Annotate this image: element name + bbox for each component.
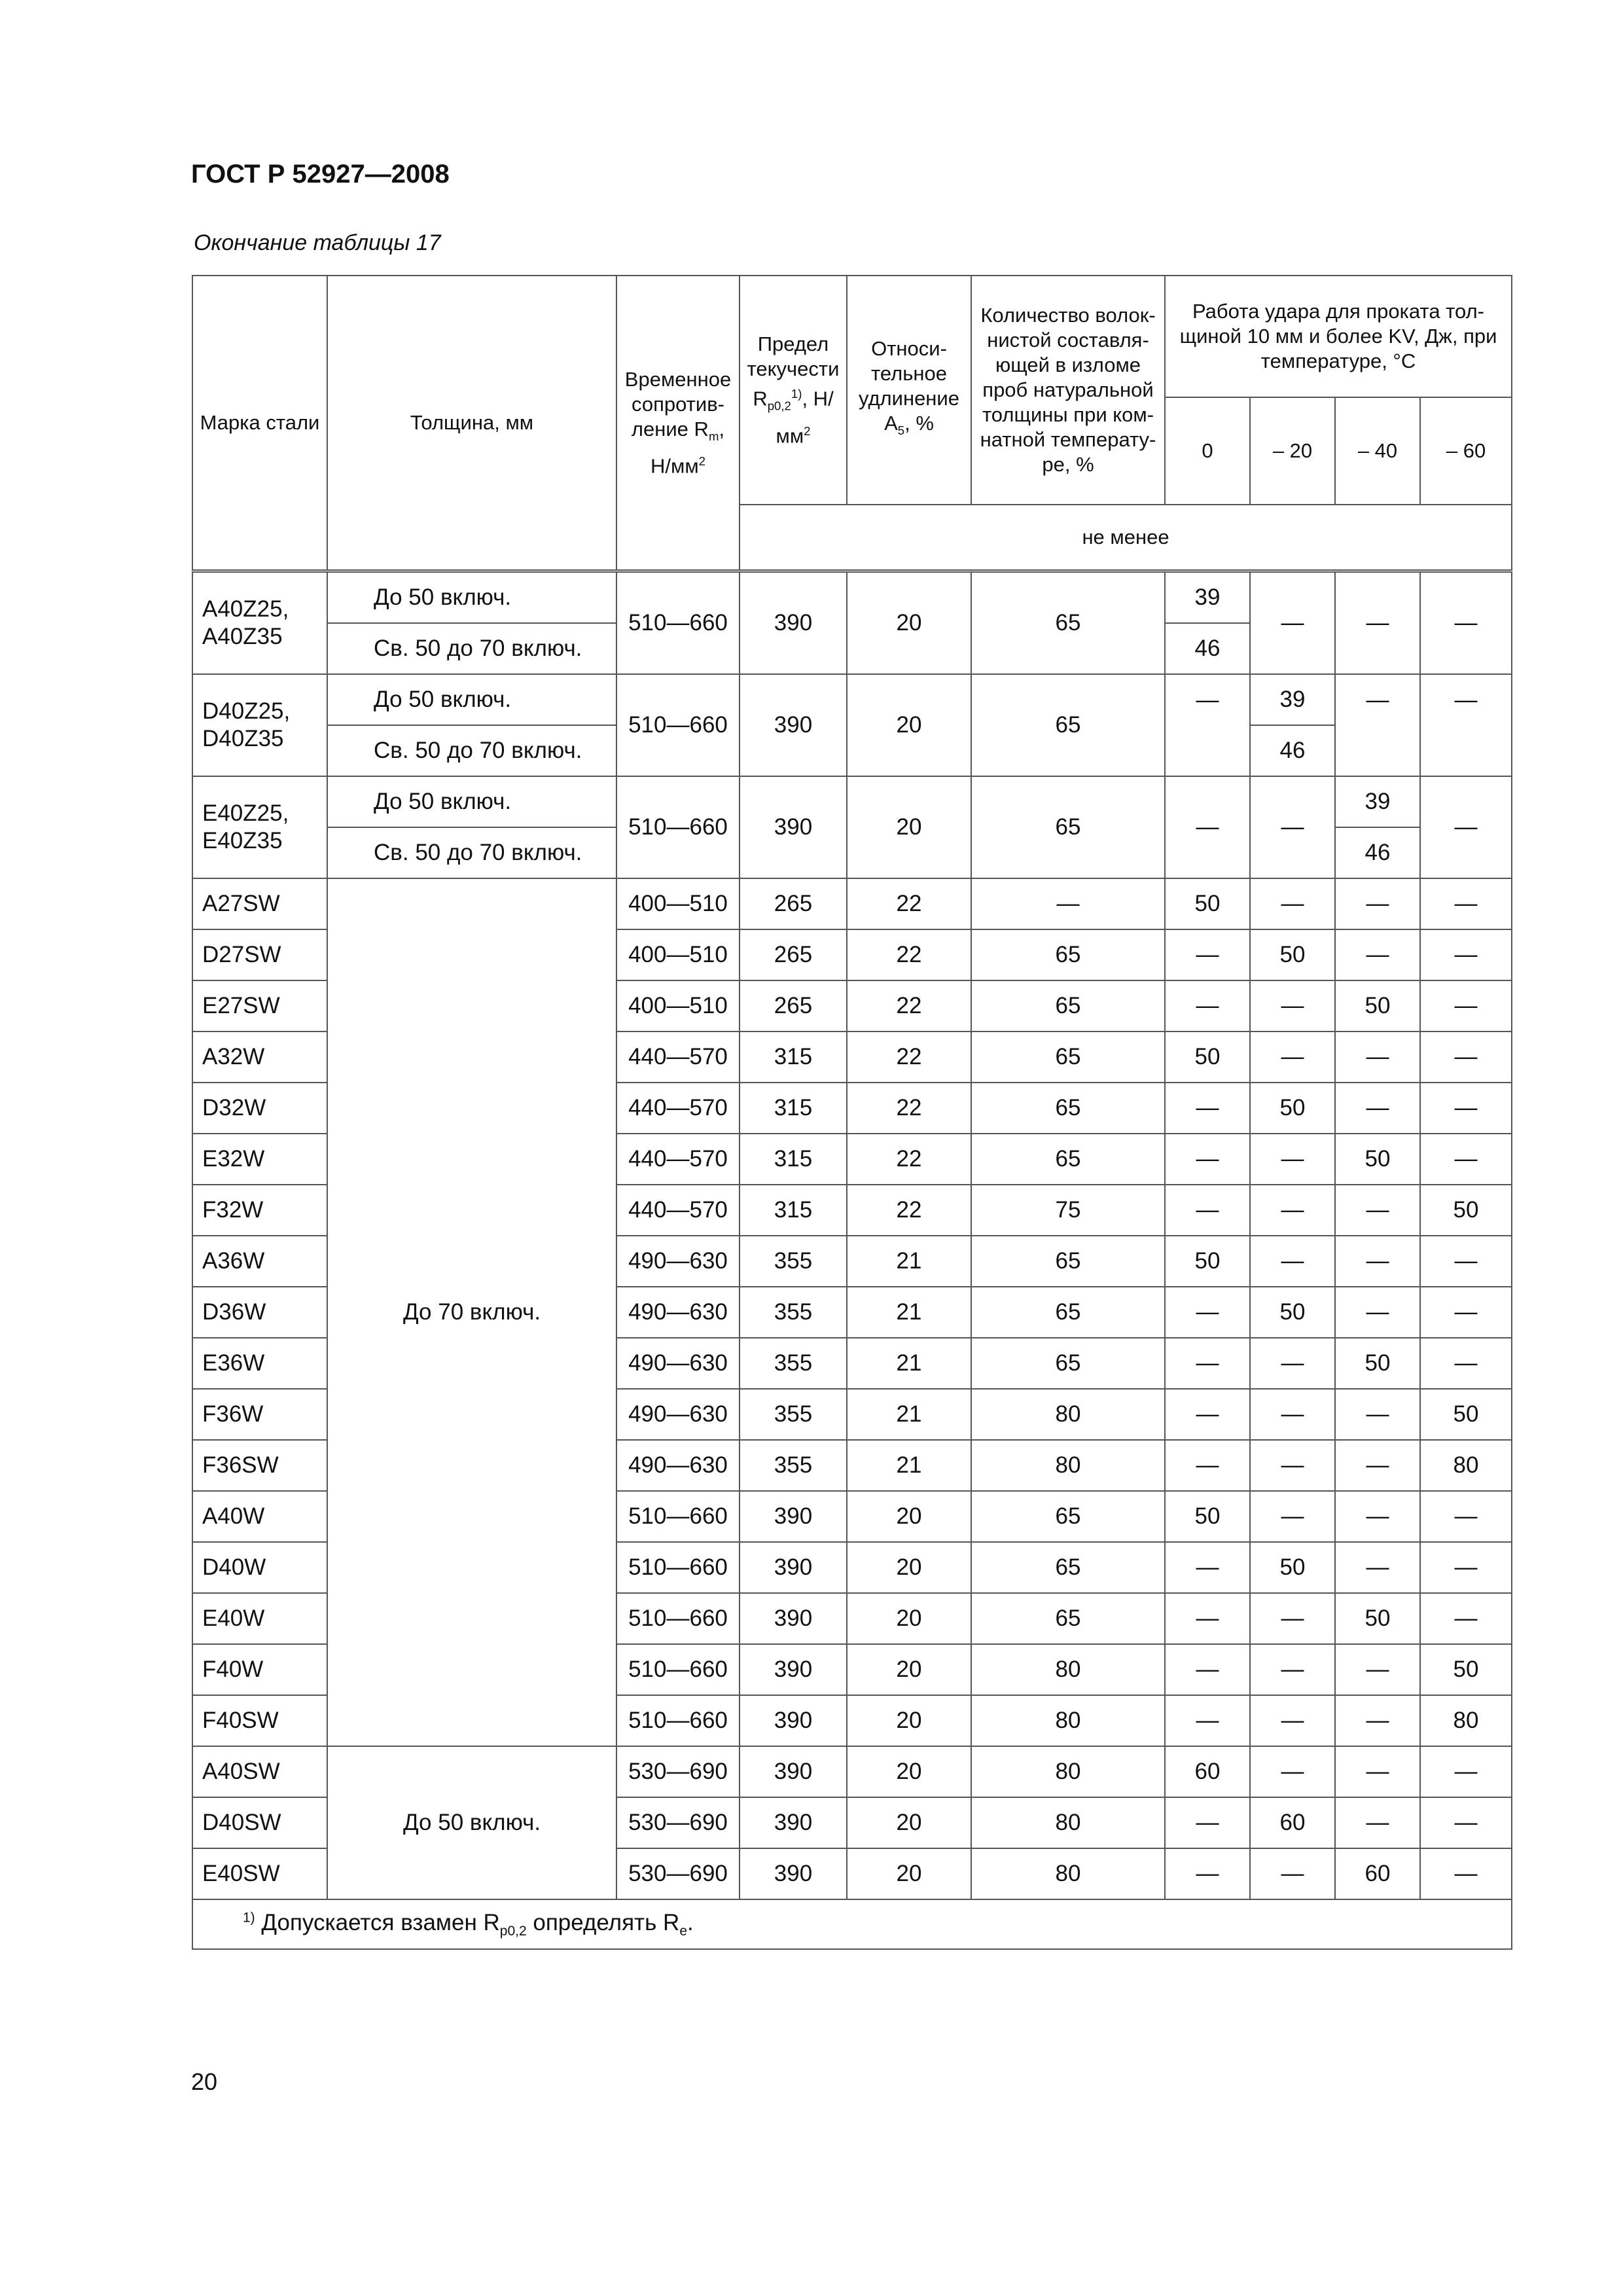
kv20-cell: — [1250, 980, 1335, 1031]
kv0-cell: — [1165, 1542, 1250, 1593]
kv60-cell: — [1420, 1848, 1512, 1899]
kv20-cell: — [1250, 1236, 1335, 1287]
fiber-cell: 65 [971, 571, 1165, 675]
yield-cell: 355 [740, 1440, 847, 1491]
yield-cell: 390 [740, 1491, 847, 1542]
header-grade: Марка стали [192, 276, 327, 571]
tensile-cell: 530—690 [616, 1848, 740, 1899]
kv0-cell: — [1165, 1185, 1250, 1236]
kv0-cell: — [1165, 1797, 1250, 1848]
yield-cell: 390 [740, 674, 847, 776]
grade-cell: D40Z25, D40Z35 [192, 674, 327, 776]
kv60-cell: — [1420, 1491, 1512, 1542]
kv40-cell: — [1335, 1031, 1420, 1083]
kv60-cell: 50 [1420, 1185, 1512, 1236]
kv40-cell: — [1335, 1236, 1420, 1287]
yield-cell: 390 [740, 776, 847, 878]
kv40-cell: — [1335, 1083, 1420, 1134]
header-fiber: Количество волок- нистой составля- ющей в изломе проб натуральной толщины при ком- натной температу- ре, % [971, 276, 1165, 505]
kv0-cell: — [1165, 1134, 1250, 1185]
header-min: не менее [740, 505, 1512, 571]
header-temp-20: – 20 [1250, 397, 1335, 505]
header-elongation: Относи- тельное удлинение $A_5$, % [847, 276, 971, 505]
kv0-empty [1165, 725, 1250, 776]
yield-cell: 390 [740, 1797, 847, 1848]
yield-cell: 390 [740, 571, 847, 675]
yield-cell: 390 [740, 1848, 847, 1899]
tensile-cell: 530—690 [616, 1746, 740, 1797]
kv60-empty [1420, 725, 1512, 776]
yield-cell: 355 [740, 1338, 847, 1389]
elongation-cell: 22 [847, 980, 971, 1031]
kv0-cell: — [1165, 1389, 1250, 1440]
fiber-cell: 65 [971, 1287, 1165, 1338]
kv60-cell: — [1420, 1746, 1512, 1797]
yield-cell: 355 [740, 1287, 847, 1338]
elongation-cell: 22 [847, 1134, 971, 1185]
kv60-cell: — [1420, 776, 1512, 878]
table-row [192, 878, 1512, 929]
kv40-cell: — [1335, 1389, 1420, 1440]
kv20-cell: — [1250, 1746, 1335, 1797]
kv0-cell: — [1165, 1695, 1250, 1746]
header-thickness: Толщина, мм [327, 276, 616, 571]
kv40-cell: 46 [1335, 827, 1420, 878]
kv0-cell: 39 [1165, 571, 1250, 624]
yield-cell: 315 [740, 1083, 847, 1134]
header-yield: Предел текучести $R_{p0,2}^{1)}$, $Н/мм^2$ [740, 276, 847, 505]
grade-cell: E32W [192, 1134, 327, 1185]
thickness-cell: До 50 включ. [327, 674, 616, 725]
tensile-cell: 440—570 [616, 1185, 740, 1236]
fiber-cell: 80 [971, 1644, 1165, 1695]
kv60-cell: — [1420, 878, 1512, 929]
fiber-cell: 65 [971, 1031, 1165, 1083]
kv40-cell: 60 [1335, 1848, 1420, 1899]
kv20-cell: 50 [1250, 1287, 1335, 1338]
header-temp-40: – 40 [1335, 397, 1420, 505]
yield-cell: 265 [740, 980, 847, 1031]
tensile-cell: 510—660 [616, 776, 740, 878]
fiber-cell: 65 [971, 1134, 1165, 1185]
kv20-cell: — [1250, 1338, 1335, 1389]
tensile-cell: 490—630 [616, 1389, 740, 1440]
grade-cell: F32W [192, 1185, 327, 1236]
kv40-cell: — [1335, 1287, 1420, 1338]
grade-cell: E36W [192, 1338, 327, 1389]
kv20-cell: — [1250, 878, 1335, 929]
yield-cell: 315 [740, 1031, 847, 1083]
kv20-cell: 39 [1250, 674, 1335, 725]
tensile-cell: 510—660 [616, 571, 740, 675]
thickness-cell: До 50 включ. [327, 571, 616, 624]
fiber-cell: 80 [971, 1848, 1165, 1899]
elongation-cell: 20 [847, 1695, 971, 1746]
kv40-cell: — [1335, 1797, 1420, 1848]
tensile-cell: 510—660 [616, 1491, 740, 1542]
kv0-cell: — [1165, 1440, 1250, 1491]
kv60-cell: — [1420, 1287, 1512, 1338]
grade-cell: A40SW [192, 1746, 327, 1797]
grade-cell: E27SW [192, 980, 327, 1031]
yield-cell: 355 [740, 1236, 847, 1287]
elongation-cell: 21 [847, 1389, 971, 1440]
kv0-cell: — [1165, 929, 1250, 980]
table-caption: Окончание таблицы 17 [194, 230, 441, 255]
elongation-cell: 22 [847, 1083, 971, 1134]
fiber-cell: 65 [971, 1083, 1165, 1134]
kv60-cell: — [1420, 1542, 1512, 1593]
grade-cell: D36W [192, 1287, 327, 1338]
tensile-cell: 510—660 [616, 1644, 740, 1695]
kv20-cell: — [1250, 571, 1335, 675]
grade-cell: D40SW [192, 1797, 327, 1848]
tensile-cell: 490—630 [616, 1236, 740, 1287]
tensile-cell: 440—570 [616, 1031, 740, 1083]
rows-50-group [192, 1746, 1512, 1899]
grade-cell: A40W [192, 1491, 327, 1542]
kv0-cell: — [1165, 776, 1250, 878]
kv0-cell: — [1165, 1593, 1250, 1644]
grade-cell: A36W [192, 1236, 327, 1287]
footnote: $^{1)}$ Допускается взамен $R_{p0,2}$ определять $R_e$. [192, 1899, 1512, 1949]
kv40-cell: — [1335, 571, 1420, 675]
kv0-cell: — [1165, 1287, 1250, 1338]
kv20-cell: — [1250, 1389, 1335, 1440]
grade-cell: F40W [192, 1644, 327, 1695]
kv0-cell: 60 [1165, 1746, 1250, 1797]
tensile-cell: 510—660 [616, 674, 740, 776]
fiber-cell: 80 [971, 1440, 1165, 1491]
header-temp-60: – 60 [1420, 397, 1512, 505]
kv0-cell: 46 [1165, 623, 1250, 674]
elongation-cell: 20 [847, 571, 971, 675]
kv40-cell: 50 [1335, 980, 1420, 1031]
grade-cell: A27SW [192, 878, 327, 929]
elongation-cell: 20 [847, 1644, 971, 1695]
kv20-cell: — [1250, 1134, 1335, 1185]
kv60-cell: 80 [1420, 1695, 1512, 1746]
grade-cell: F36SW [192, 1440, 327, 1491]
kv60-cell: 50 [1420, 1644, 1512, 1695]
elongation-cell: 20 [847, 1542, 971, 1593]
kv20-cell: 50 [1250, 929, 1335, 980]
yield-cell: 390 [740, 1746, 847, 1797]
tensile-cell: 490—630 [616, 1338, 740, 1389]
elongation-cell: 21 [847, 1338, 971, 1389]
rows-70-group [192, 878, 1512, 1746]
header-tensile: Временное сопротив- ление $R_m$, $Н/мм^2$ [616, 276, 740, 571]
tensile-cell: 510—660 [616, 1542, 740, 1593]
tensile-cell: 530—690 [616, 1797, 740, 1848]
kv20-cell: — [1250, 776, 1335, 878]
kv0-cell: — [1165, 1644, 1250, 1695]
kv40-cell: — [1335, 1695, 1420, 1746]
yield-cell: 390 [740, 1695, 847, 1746]
kv0-cell: — [1165, 1083, 1250, 1134]
fiber-cell: 80 [971, 1695, 1165, 1746]
thickness-cell: Св. 50 до 70 включ. [327, 827, 616, 878]
kv20-cell: 50 [1250, 1083, 1335, 1134]
tensile-cell: 510—660 [616, 1695, 740, 1746]
thickness-cell: До 50 включ. [327, 776, 616, 827]
grade-cell: E40W [192, 1593, 327, 1644]
header-impact: Работа удара для проката тол- щиной 10 мм и более KV, Дж, при температуре, °C [1165, 276, 1512, 397]
table-row [192, 1746, 1512, 1797]
grade-cell: A32W [192, 1031, 327, 1083]
kv40-cell: — [1335, 1491, 1420, 1542]
grade-cell: D32W [192, 1083, 327, 1134]
kv40-cell: — [1335, 878, 1420, 929]
yield-cell: 390 [740, 1593, 847, 1644]
kv20-cell: — [1250, 1031, 1335, 1083]
kv60-cell: — [1420, 674, 1512, 725]
yield-cell: 390 [740, 1542, 847, 1593]
yield-cell: 265 [740, 878, 847, 929]
tensile-cell: 400—510 [616, 980, 740, 1031]
grade-cell: D40W [192, 1542, 327, 1593]
kv0-cell: — [1165, 1338, 1250, 1389]
kv20-cell: — [1250, 1695, 1335, 1746]
yield-cell: 265 [740, 929, 847, 980]
elongation-cell: 22 [847, 878, 971, 929]
fiber-cell: 80 [971, 1746, 1165, 1797]
grade-cell: D27SW [192, 929, 327, 980]
tensile-cell: 440—570 [616, 1083, 740, 1134]
elongation-cell: 20 [847, 1797, 971, 1848]
header-temp-0: 0 [1165, 397, 1250, 505]
elongation-cell: 21 [847, 1287, 971, 1338]
grade-cell: E40SW [192, 1848, 327, 1899]
tensile-cell: 510—660 [616, 1593, 740, 1644]
kv60-cell: — [1420, 1236, 1512, 1287]
elongation-cell: 22 [847, 1031, 971, 1083]
kv0-cell: 50 [1165, 1491, 1250, 1542]
elongation-cell: 20 [847, 1593, 971, 1644]
elongation-cell: 21 [847, 1236, 971, 1287]
kv20-cell: 60 [1250, 1797, 1335, 1848]
kv40-cell: 50 [1335, 1338, 1420, 1389]
kv60-cell: — [1420, 1593, 1512, 1644]
thickness-cell: До 50 включ. [327, 1746, 616, 1899]
elongation-cell: 20 [847, 1848, 971, 1899]
kv40-cell: — [1335, 1440, 1420, 1491]
fiber-cell: 65 [971, 1491, 1165, 1542]
grade-cell: F40SW [192, 1695, 327, 1746]
kv0-cell: — [1165, 980, 1250, 1031]
kv0-cell: — [1165, 1848, 1250, 1899]
kv0-cell: 50 [1165, 1031, 1250, 1083]
elongation-cell: 20 [847, 674, 971, 776]
kv20-cell: — [1250, 1491, 1335, 1542]
yield-cell: 315 [740, 1185, 847, 1236]
kv40-cell: — [1335, 1185, 1420, 1236]
kv60-cell: — [1420, 1338, 1512, 1389]
kv40-cell: — [1335, 929, 1420, 980]
kv60-cell: — [1420, 1031, 1512, 1083]
kv20-cell: — [1250, 1593, 1335, 1644]
kv20-cell: 50 [1250, 1542, 1335, 1593]
kv40-empty [1335, 725, 1420, 776]
kv0-cell: 50 [1165, 1236, 1250, 1287]
elongation-cell: 20 [847, 1746, 971, 1797]
kv60-cell: 50 [1420, 1389, 1512, 1440]
page-number: 20 [191, 2068, 218, 2095]
document-title: ГОСТ Р 52927—2008 [191, 160, 450, 188]
kv40-cell: 50 [1335, 1593, 1420, 1644]
properties-table [192, 275, 1512, 1950]
kv60-cell: — [1420, 1797, 1512, 1848]
fiber-cell: 65 [971, 980, 1165, 1031]
grade-cell: E40Z25, E40Z35 [192, 776, 327, 878]
fiber-cell: 65 [971, 1542, 1165, 1593]
kv40-cell: — [1335, 674, 1420, 725]
yield-cell: 355 [740, 1389, 847, 1440]
kv0-cell: — [1165, 674, 1250, 725]
kv40-cell: — [1335, 1644, 1420, 1695]
fiber-cell: — [971, 878, 1165, 929]
kv20-cell: — [1250, 1644, 1335, 1695]
yield-cell: 315 [740, 1134, 847, 1185]
tensile-cell: 400—510 [616, 929, 740, 980]
kv20-cell: — [1250, 1185, 1335, 1236]
yield-cell: 390 [740, 1644, 847, 1695]
elongation-cell: 20 [847, 1491, 971, 1542]
kv40-cell: — [1335, 1542, 1420, 1593]
kv40-cell: 39 [1335, 776, 1420, 827]
kv0-cell: 50 [1165, 878, 1250, 929]
fiber-cell: 65 [971, 1236, 1165, 1287]
kv60-cell: — [1420, 1083, 1512, 1134]
elongation-cell: 22 [847, 929, 971, 980]
grade-cell: F36W [192, 1389, 327, 1440]
tensile-cell: 440—570 [616, 1134, 740, 1185]
kv40-cell: — [1335, 1746, 1420, 1797]
thickness-cell: Св. 50 до 70 включ. [327, 623, 616, 674]
fiber-cell: 65 [971, 1593, 1165, 1644]
fiber-cell: 65 [971, 674, 1165, 776]
kv60-cell: — [1420, 980, 1512, 1031]
fiber-cell: 80 [971, 1389, 1165, 1440]
elongation-cell: 21 [847, 1440, 971, 1491]
elongation-cell: 20 [847, 776, 971, 878]
tensile-cell: 490—630 [616, 1287, 740, 1338]
tensile-cell: 400—510 [616, 878, 740, 929]
thickness-cell: До 70 включ. [327, 878, 616, 1746]
fiber-cell: 75 [971, 1185, 1165, 1236]
elongation-cell: 22 [847, 1185, 971, 1236]
kv60-cell: 80 [1420, 1440, 1512, 1491]
fiber-cell: 65 [971, 929, 1165, 980]
kv20-cell: — [1250, 1848, 1335, 1899]
kv60-cell: — [1420, 929, 1512, 980]
thickness-cell: Св. 50 до 70 включ. [327, 725, 616, 776]
fiber-cell: 65 [971, 776, 1165, 878]
kv20-cell: 46 [1250, 725, 1335, 776]
kv60-cell: — [1420, 571, 1512, 675]
fiber-cell: 65 [971, 1338, 1165, 1389]
kv40-cell: 50 [1335, 1134, 1420, 1185]
grade-cell: A40Z25, A40Z35 [192, 571, 327, 675]
kv20-cell: — [1250, 1440, 1335, 1491]
fiber-cell: 80 [971, 1797, 1165, 1848]
tensile-cell: 490—630 [616, 1440, 740, 1491]
kv60-cell: — [1420, 1134, 1512, 1185]
